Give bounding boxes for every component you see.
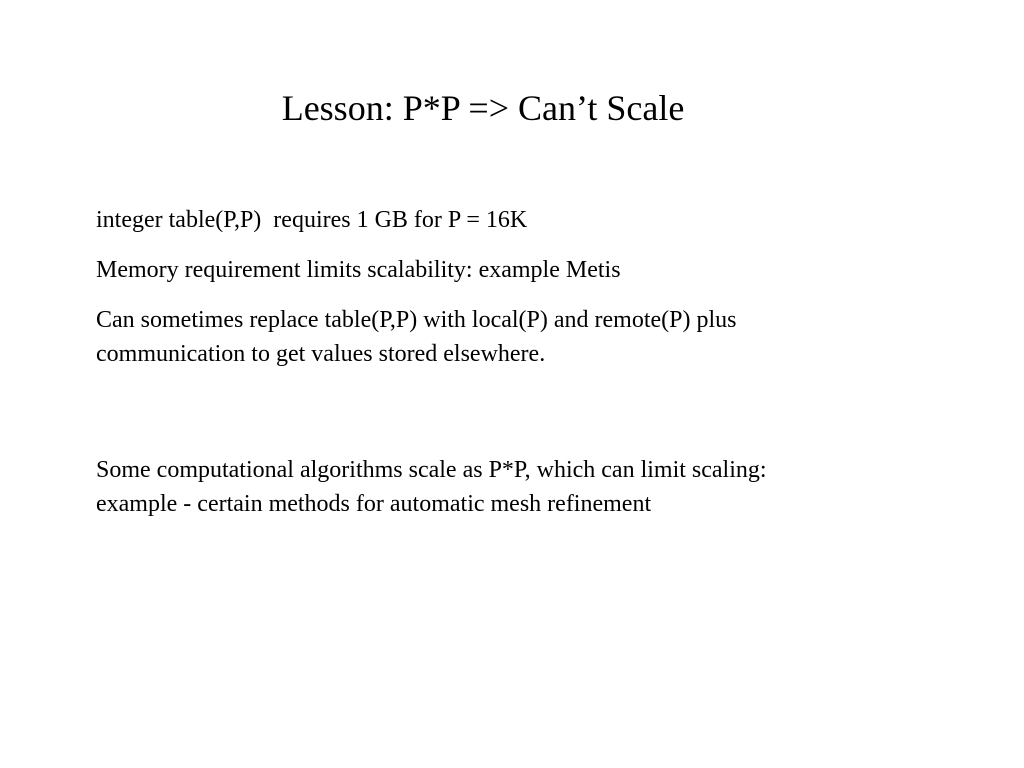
paragraph-replace-table: Can sometimes replace table(P,P) with local(P) and remote(P) plus communication to get values stored elsewhere. xyxy=(96,307,737,367)
paragraph-computational-algorithms: Some computational algorithms scale as P*P, which can limit scaling: example - certain methods for automatic mesh refinement xyxy=(96,457,767,517)
slide-title: Lesson: P*P => Can’t Scale xyxy=(281,88,685,128)
paragraph-memory-scalability: Memory requirement limits scalability: example Metis xyxy=(96,257,621,283)
slide-body xyxy=(96,203,956,521)
paragraph-table-memory: integer table(P,P) requires 1 GB for P = 16K xyxy=(96,207,528,233)
